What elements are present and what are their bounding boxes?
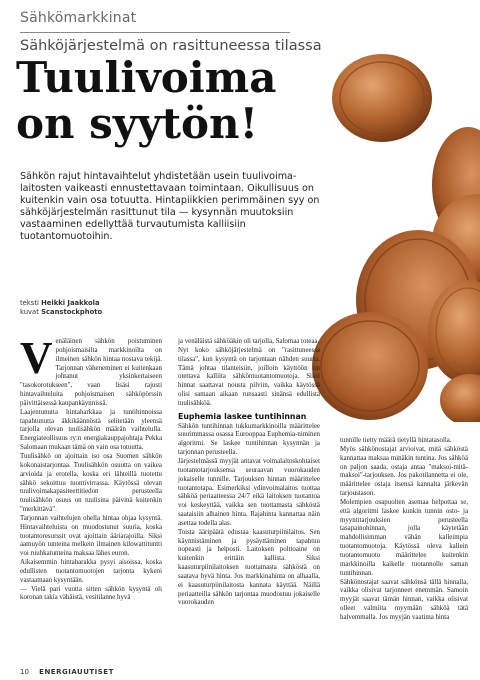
paragraph: Sähkön tuntihinnan tukkumarkkinoilla määrittelee suurimmassa osassa Eurooppaa Euphemia-niminen algoritmi. Se laskee tuntihinnan kysynnän ja tarjonnan perusteella. bbox=[178, 422, 320, 457]
article-title: Tuulivoima on syytön! bbox=[16, 53, 277, 148]
paragraph: ja venäläistä sähköäkin oli tarjolla, Salomaa toteaa. bbox=[178, 338, 320, 345]
paragraph: Aikaisemmin hintaharakka pysyi aisoissa, koska edullisten tuotantomuotojen tarjonta kykeni vastaamaan kysyntään. bbox=[20, 559, 162, 584]
first-paragraph-text: enäläinen sähkön poistuminen pohjoismaisilta markkinoilta on ilmeinen sähkön hintaa nostava tekijä. Tarjonnan väheneminen ei kuitenkaan johtanut yksinkertaiseen "tasokorotukseen", vaan lisäsi rajusti hintavaihteluita pohjoismaisen sähköpörssin päivittäisessä kaupankäynnissä. bbox=[20, 338, 162, 407]
paragraph: Tarjonnan vaihtelujen ohella hintaa ohjaa kysyntä. Hintavaihteluista on muodostunut suuria, koska tuotantoresurssit ovat ajoittain ääriarajoilla. Siksi aamuyön tunteina melkein ilmainen kilowattituntti voi ruuhkatunteina maksaa lähes euron. bbox=[20, 514, 162, 558]
photo-credit-author: Scanstockphoto bbox=[41, 307, 103, 316]
body-column-2 bbox=[178, 338, 320, 608]
magazine-name: ENERGIAUUTISET bbox=[39, 668, 114, 676]
paragraph: Nyt koko sähköjärjestelmä on "rasittuneessa tilassa", kun kysyntä on tarjontaan nähden suurta. Tämä johtaa tilanteisiin, joilloin käyttöön on otettava kalliita sähköntuotantomuotoja. Siksi hinnat saattavat nousta pilviin, vaikka käytössä olisi samaan aikaan runsaasti sinänsä edullista tuulisähköä. bbox=[178, 346, 320, 407]
first-paragraph bbox=[20, 333, 162, 409]
copper-coins-photo bbox=[300, 50, 480, 422]
section-label: Sähkömarkkinat bbox=[20, 10, 137, 26]
body-column-3 bbox=[340, 437, 468, 623]
text-credit bbox=[20, 299, 102, 308]
paragraph: Molempien osapuolten asemaa helpottaa se, että algoritmi laskee kunkin tunnin osto- ja myyntitarjouksien perusteella tasapainohinnan, jolla käytetään mahdollisimman vähän kalleimpia tuotantomuotoja. Käytössä oleva kallein tuotantomuoto määrittelee kuitenkin markkinoilla kaikelle tuotannolle saman tuntihinnan. bbox=[340, 498, 468, 577]
section-subheading: Euphemia laskee tuntihinnan bbox=[178, 411, 307, 421]
drop-cap: V bbox=[20, 333, 53, 383]
paragraph: Tuulisähkö on ajoittain iso osa Suomen sähkön kokonaistarjontaa. Tuulisähkön osuutta on vaikea arvioida ja erotella, koska eri lähteillä tuotettu sähkö sekoittuu tuontivirrassa. Käytössä olevan tuulivoimakapasiteettitiedon perusteella tuulisähkön osuus on tuulisina päivinä kuitenkin "merkittävä". bbox=[20, 452, 162, 514]
paragraph: Laajentunutta hintaharkkaa ja tuntihinnoissa tapahtunutta äkkikäännöstä selitetään yleensä tarjolla olevan tuulisähkön määrän vaihtelulla. Energiateollisuus ry:n energiakauppajohtaja Pekka Salomaan mukaan tämä on vain osa totuutta. bbox=[20, 408, 162, 452]
page-number: 10 bbox=[20, 668, 29, 676]
article-lede: Sähkön rajut hintavaihtelut yhdistetään usein tuulivoima-laitosten vaikeasti ennustettavaan toimintaan. Oikullisuus on kuitenkin vain osa totuutta. Hintapiikkien perimmäinen syy on sähköjärjestelmän rasittunut tila — kysynnän muutoksiin vastaaminen edellyttää turvautumista kalliisiin tuotantomuotoihin. bbox=[20, 171, 320, 242]
article-subtitle: Sähköjärjestelmä on rasittuneessa tilassa bbox=[20, 38, 322, 54]
paragraph: Sähkönostajat saavat sähkönsä tällä hinnalla, vaikka olisivat tarjonneet enemmän. Samoin myyjät saavat tämän hinnan, vaikka olisivat olleet valmiita myymään sähköä tätä halvemmalla. Jos myyjän vaatima hinta bbox=[340, 578, 468, 621]
article-credits bbox=[20, 299, 102, 316]
paragraph: Järjestelmässä myyjät antavat voimalaitoskohtaiset tuotantotarjouksensa seuraavan vuorokauden jokaiselle tunnille. Tarjouksen hinnan määrittelee tuotantotapa. Esimerkiksi ydinvoimalaitos tuottaa sähköä periaatteessa 24/7 eikä laitoksen tuotantoa voi keskeyttää, vaikka sen tuottamasta sähköstä saataisiin alhainen hinta. Rajahinta kannattaa näin asettaa todella alas. bbox=[178, 457, 320, 527]
paragraph: tunnille tietty määrä tietyllä hintatasolla. bbox=[340, 437, 452, 444]
paragraph: — Vielä pari vuotta sitten sähkön kysyntä oli koronan takia vähäistä, vesitilanne hyvä bbox=[20, 585, 162, 602]
text-credit-author: Heikki Jaakkola bbox=[41, 299, 100, 307]
text-credit-label: teksti bbox=[20, 299, 39, 307]
paragraph: Myös sähkönostajat arvioivat, mitä sähköstä kannattaa maksaa minäkin tuntina. Jos sähköä on paljon saada, ostaja antaa "maksoi-mitä-maksoi"-tarjouksen. Jos pakotilannetta ei ole, määrittelee ostaja itsensä kannalta järkevän tarjoustason. bbox=[340, 445, 468, 498]
photo-credit bbox=[20, 308, 102, 317]
body-column-1 bbox=[20, 333, 162, 603]
page-footer bbox=[20, 668, 114, 676]
paragraph: Toista ääripäätä edustaa kaasuturpiinilaitos. Sen käynnistäminen ja pysäyttäminen tapahtuu nopeasti ja helposti. Laitoksen polttoaine on kuitenkin erittäin kallista. Siksi kaasuturpiinilaitoksen tuottamasta sähköstä on saatava hyvä hinta. Jos markkinahinta on alhaalla, ei kaasuturpiinilaitosta kannata käyttää. Näillä periaatteilla sähkön tarjontaa muodostuu jokaiselle vuorokauden bbox=[178, 528, 320, 607]
photo-credit-label: kuvat bbox=[20, 307, 39, 316]
section-divider bbox=[20, 32, 290, 33]
